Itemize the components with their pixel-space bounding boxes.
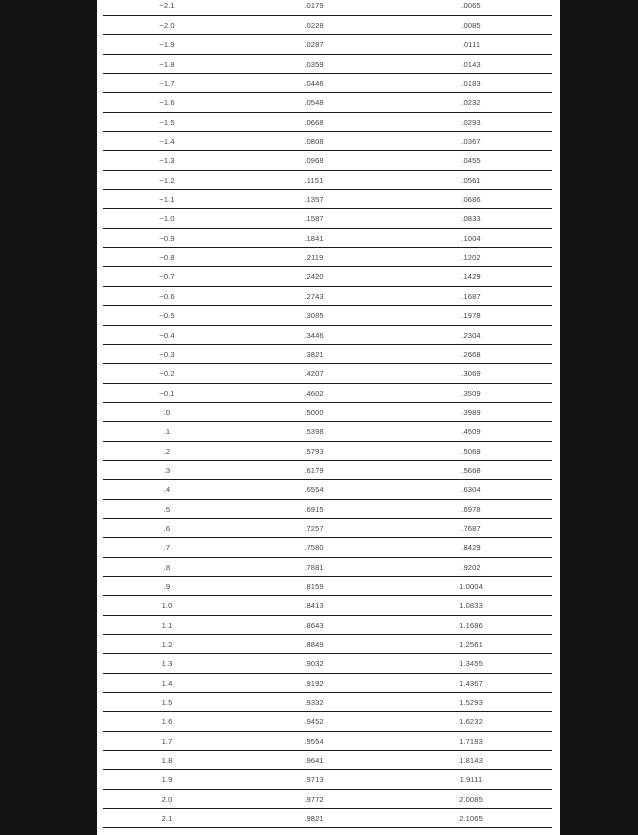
table-cell: .0143 <box>461 59 481 69</box>
table-cell: 1.2561 <box>459 640 483 649</box>
table-cell: 1.5 <box>161 698 173 708</box>
table-cell: .0232 <box>461 98 481 108</box>
table-cell: .7580 <box>304 543 324 553</box>
table-cell: .2668 <box>461 349 481 359</box>
table-cell: 1.5293 <box>459 698 483 708</box>
table-cell: .4509 <box>461 427 481 437</box>
table-cell: 1.4367 <box>459 678 483 688</box>
table-row <box>103 654 552 673</box>
table-cell: 1.9111 <box>459 775 483 785</box>
table-cell: .2420 <box>304 272 324 282</box>
table-cell: .0293 <box>461 117 481 127</box>
table-cell: .9772 <box>304 794 324 804</box>
table-cell: .0359 <box>304 59 324 69</box>
table-cell: .1587 <box>304 214 324 224</box>
table-row <box>103 770 552 789</box>
table-cell: −0.4 <box>159 330 175 340</box>
table-cell: −1.0 <box>159 214 175 224</box>
table-cell: .5668 <box>461 465 481 475</box>
table-cell: .0548 <box>304 98 324 108</box>
table-row <box>103 35 552 54</box>
table-row <box>103 229 552 248</box>
table-cell: −0.5 <box>159 311 175 321</box>
table-cell: .4 <box>163 485 171 495</box>
table-row <box>103 171 552 190</box>
table-row <box>103 577 552 596</box>
table-cell: .6304 <box>461 485 481 495</box>
table-cell: 2.1065 <box>459 814 483 824</box>
table-cell: 1.3 <box>161 659 173 669</box>
table-cell: 1.8143 <box>459 756 483 766</box>
table-cell: 1.4 <box>161 678 173 688</box>
table-cell: .8413 <box>304 601 324 611</box>
table-cell: −0.1 <box>159 388 175 398</box>
table-cell: −1.8 <box>159 59 175 69</box>
table-cell: −1.1 <box>159 195 175 205</box>
table-cell: .7 <box>163 543 171 553</box>
table-row <box>103 558 552 577</box>
table-cell: −1.9 <box>159 40 175 50</box>
table-cell: −0.9 <box>159 233 175 243</box>
table-cell: .1978 <box>461 311 481 321</box>
table-cell: .0065 <box>461 1 481 10</box>
table-cell: .8159 <box>304 581 324 591</box>
table-cell: .3 <box>163 465 171 475</box>
table-cell: −0.2 <box>159 369 175 379</box>
table-cell: .5000 <box>304 407 324 417</box>
table-cell: .0561 <box>461 175 481 185</box>
table-cell: .0085 <box>461 21 481 30</box>
table-cell: .9641 <box>304 756 324 766</box>
table-cell: .0686 <box>461 195 481 205</box>
table-cell: .1151 <box>304 175 324 185</box>
table-cell: .9192 <box>304 678 324 688</box>
table-cell: 1.2 <box>161 640 173 649</box>
table-cell: .0446 <box>304 79 324 89</box>
table-cell: 1.6232 <box>459 717 483 727</box>
table-cell: −1.6 <box>159 98 175 108</box>
table-cell: .0367 <box>461 137 481 147</box>
table-cell: .1004 <box>461 233 481 243</box>
table-cell: .6978 <box>461 504 481 514</box>
table-row <box>103 403 552 422</box>
table-cell: −1.7 <box>159 79 175 89</box>
table-cell: .8429 <box>461 543 481 553</box>
table-row <box>103 674 552 693</box>
table-row <box>103 74 552 93</box>
data-table <box>103 0 552 828</box>
table-row <box>103 461 552 480</box>
table-cell: .9554 <box>304 736 324 746</box>
table-row <box>103 809 552 828</box>
table-cell: .5 <box>163 504 171 514</box>
table-cell: −0.7 <box>159 272 175 282</box>
table-cell: 1.1686 <box>459 620 483 630</box>
table-row <box>103 93 552 112</box>
table-cell: .1841 <box>304 233 324 243</box>
table-cell: .3069 <box>461 369 481 379</box>
table-row <box>103 480 552 499</box>
table-cell: 2.1 <box>161 814 173 824</box>
table-cell: .0287 <box>304 40 324 50</box>
table-row <box>103 209 552 228</box>
table-row <box>103 306 552 325</box>
table-row <box>103 364 552 383</box>
table-cell: −0.6 <box>159 291 175 301</box>
table-row <box>103 538 552 557</box>
table-cell: .5069 <box>461 446 481 456</box>
table-cell: 1.7183 <box>459 736 483 746</box>
table-row <box>103 113 552 132</box>
table-cell: .4207 <box>304 369 324 379</box>
table-row <box>103 635 552 654</box>
table-row <box>103 693 552 712</box>
table-cell: 2.0085 <box>459 794 483 804</box>
table-cell: .7687 <box>461 523 481 533</box>
table-row <box>103 596 552 615</box>
table-cell: −2.0 <box>159 21 175 30</box>
table-row <box>103 267 552 286</box>
table-row <box>103 732 552 751</box>
table-cell: 1.9 <box>161 775 173 785</box>
table-cell: .0179 <box>304 1 324 10</box>
table-cell: .0 <box>163 407 171 417</box>
table-cell: .3509 <box>461 388 481 398</box>
table-cell: .0808 <box>304 137 324 147</box>
table-cell: .2 <box>163 446 171 456</box>
table-row <box>103 0 552 16</box>
table-cell: −2.1 <box>159 1 175 10</box>
table-cell: −1.2 <box>159 175 175 185</box>
table-cell: 1.6 <box>161 717 173 727</box>
table-cell: .8 <box>163 562 171 572</box>
table-cell: .8849 <box>304 640 324 649</box>
table-row <box>103 151 552 170</box>
table-row <box>103 345 552 364</box>
table-row <box>103 519 552 538</box>
table-cell: −1.3 <box>159 156 175 166</box>
table-cell: 1.7 <box>161 736 173 746</box>
table-row <box>103 442 552 461</box>
table-row <box>103 422 552 441</box>
table-cell: .0968 <box>304 156 324 166</box>
table-row <box>103 790 552 809</box>
table-cell: .9202 <box>461 562 481 572</box>
table-cell: 1.1 <box>161 620 173 630</box>
table-row <box>103 287 552 306</box>
table-cell: .2304 <box>461 330 481 340</box>
table-cell: .6915 <box>304 504 324 514</box>
table-row <box>103 751 552 770</box>
table-cell: .3821 <box>304 349 324 359</box>
table-cell: −0.8 <box>159 253 175 263</box>
table-row <box>103 16 552 35</box>
table-cell: .2119 <box>304 253 324 263</box>
table-row <box>103 248 552 267</box>
table-cell: .0111 <box>461 40 481 50</box>
table-cell: .7881 <box>304 562 324 572</box>
table-cell: .1357 <box>304 195 324 205</box>
table-cell: .0183 <box>461 79 481 89</box>
table-row <box>103 384 552 403</box>
table-row <box>103 132 552 151</box>
table-cell: .1429 <box>461 272 481 282</box>
table-cell: −1.4 <box>159 137 175 147</box>
table-cell: .9452 <box>304 717 324 727</box>
table-cell: .0833 <box>461 214 481 224</box>
table-cell: 1.0833 <box>459 601 483 611</box>
table-cell: .2743 <box>304 291 324 301</box>
table-row <box>103 712 552 731</box>
table-cell: .6179 <box>304 465 324 475</box>
table-cell: 1.3455 <box>459 659 483 669</box>
table-row <box>103 326 552 345</box>
table-cell: .1 <box>163 427 171 437</box>
table-cell: .0668 <box>304 117 324 127</box>
table-cell: .0228 <box>304 21 324 30</box>
table-cell: 1.0 <box>161 601 173 611</box>
table-row <box>103 500 552 519</box>
table-cell: 1.8 <box>161 756 173 766</box>
document-page <box>97 0 560 835</box>
table-cell: −1.5 <box>159 117 175 127</box>
table-cell: .9821 <box>304 814 324 824</box>
table-cell: .5793 <box>304 446 324 456</box>
table-cell: .9332 <box>304 698 324 708</box>
table-cell: .7257 <box>304 523 324 533</box>
table-cell: −0.3 <box>159 349 175 359</box>
table-cell: .8643 <box>304 620 324 630</box>
table-cell: .3989 <box>461 407 481 417</box>
table-cell: 2.0 <box>161 794 173 804</box>
table-cell: .1202 <box>461 253 481 263</box>
table-cell: .6554 <box>304 485 324 495</box>
table-cell: .6 <box>163 523 171 533</box>
table-row <box>103 616 552 635</box>
table-cell: 1.0004 <box>459 581 483 591</box>
table-cell: .0455 <box>461 156 481 166</box>
table-cell: .4602 <box>304 388 324 398</box>
table-cell: .9 <box>163 581 171 591</box>
table-cell: .3085 <box>304 311 324 321</box>
table-cell: .9032 <box>304 659 324 669</box>
table-cell: .5398 <box>304 427 324 437</box>
table-row <box>103 190 552 209</box>
table-cell: .9713 <box>304 775 324 785</box>
table-cell: .3446 <box>304 330 324 340</box>
table-row <box>103 55 552 74</box>
table-cell: .1687 <box>461 291 481 301</box>
